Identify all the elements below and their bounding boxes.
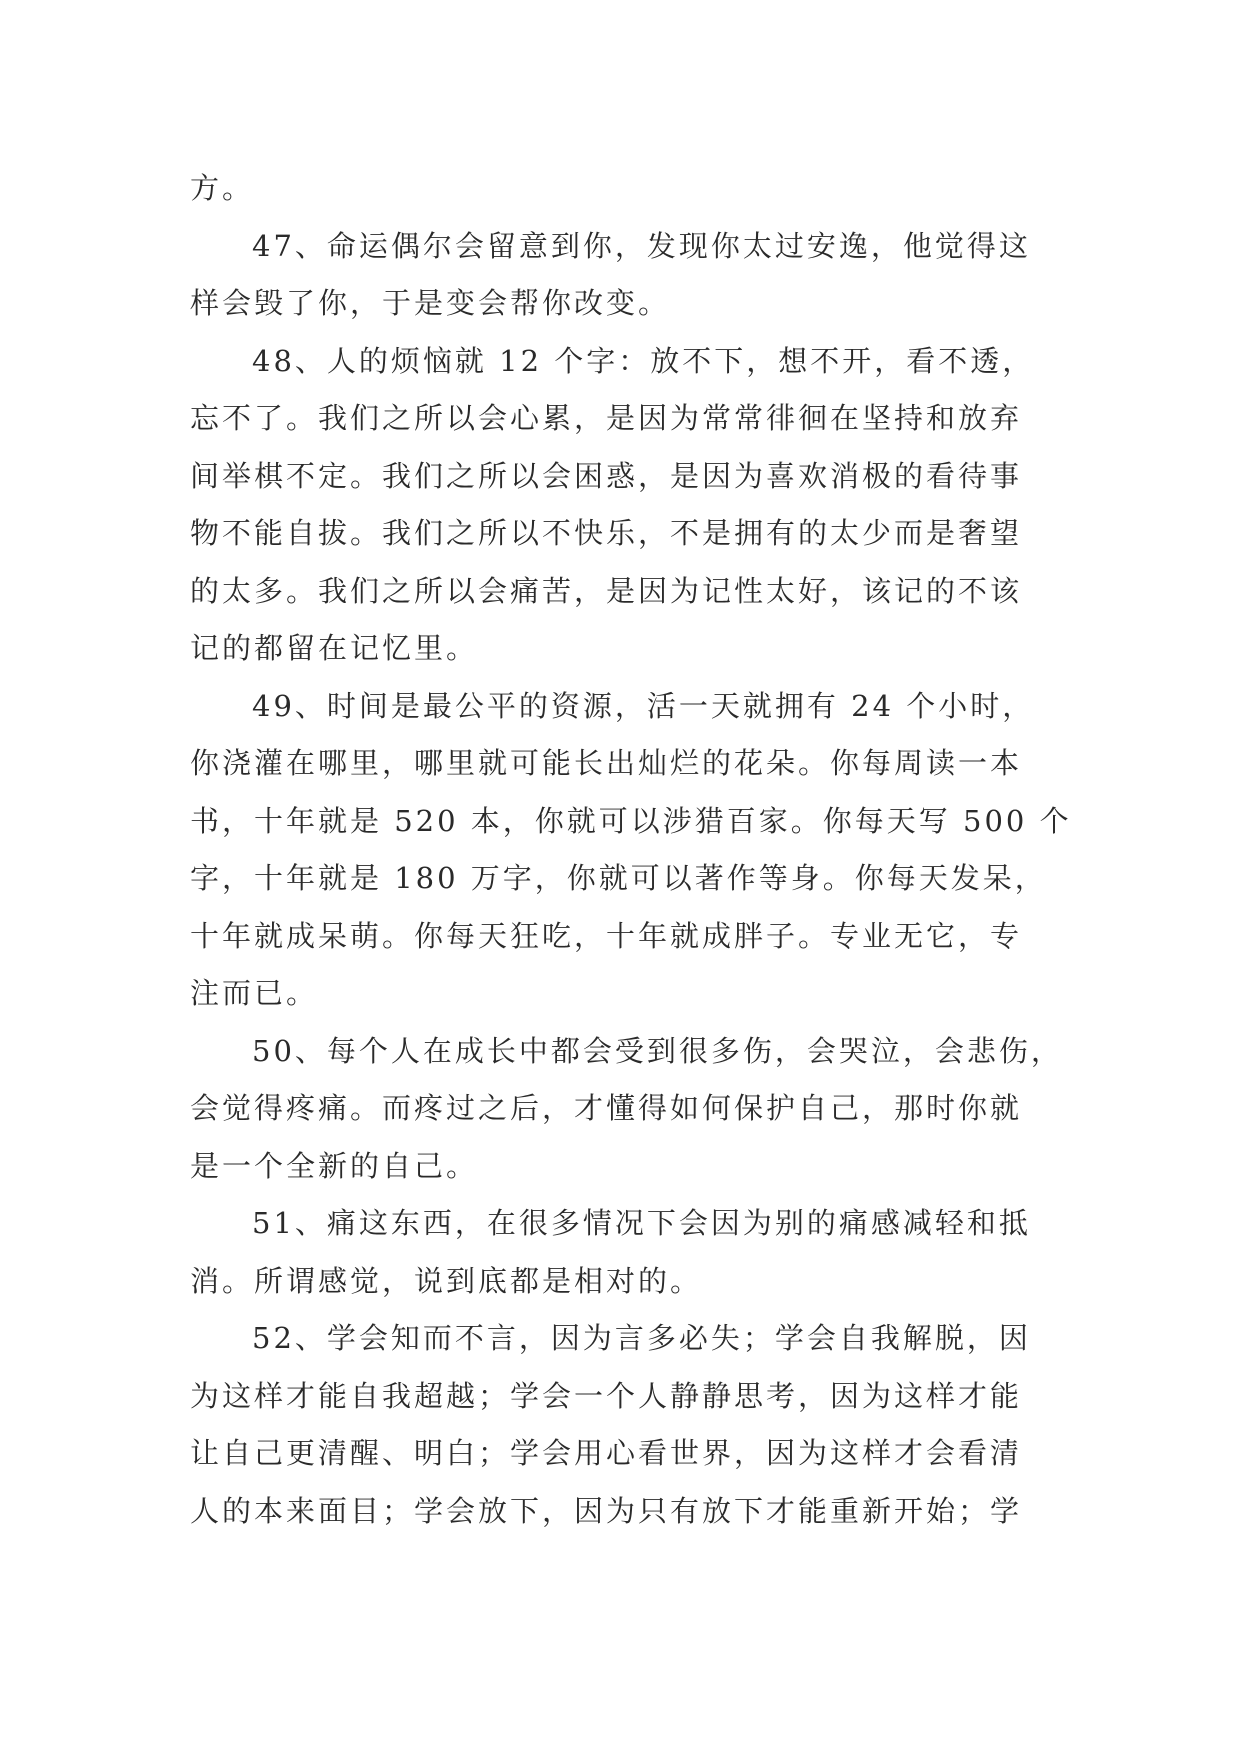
paragraph-48 [190,333,1050,678]
text-line: 的太多。我们之所以会痛苦，是因为记性太好，该记的不该 [190,573,1023,608]
text-line: 注而已。 [190,976,319,1010]
text-line: 十年就成呆萌。你每天狂吃，十年就成胖子。专业无它，专 [190,918,1023,953]
text-line: 物不能自拔。我们之所以不快乐，不是拥有的太少而是奢望 [190,516,1023,550]
text-line: 让自己更清醒、明白；学会用心看世界，因为这样才会看清 [190,1436,1023,1470]
text-line: 50、每个人在成长中都会受到很多伤，会哭泣，会悲伤， [252,1033,1063,1068]
text-line: 人的本来面目；学会放下，因为只有放下才能重新开始；学 [190,1493,1023,1528]
text-line: 样会毁了你，于是变会帮你改变。 [190,286,671,320]
paragraph-47 [190,218,1050,333]
paragraph-52 [190,1310,1050,1540]
text-line: 记的都留在记忆里。 [190,631,479,665]
paragraph-49 [190,678,1072,1023]
body-text [190,160,1072,1540]
text-line: 51、痛这东西，在很多情况下会因为别的痛感减轻和抵 [252,1206,1031,1240]
text-line: 书，十年就是 520 本，你就可以涉猎百家。你每天写 500 个 [190,803,1072,838]
text-line: 49、时间是最公平的资源，活一天就拥有 24 个小时， [252,688,1035,723]
paragraph-51 [190,1195,1050,1310]
text-line: 字，十年就是 180 万字，你就可以著作等身。你每天发呆， [190,861,1047,895]
text-line: 消。所谓感觉，说到底都是相对的。 [190,1263,703,1298]
paragraph-50 [190,1023,1063,1196]
text-line: 52、学会知而不言，因为言多必失；学会自我解脱，因 [252,1321,1031,1355]
text-line: 会觉得疼痛。而疼过之后，才懂得如何保护自己，那时你就 [190,1091,1023,1125]
text-line: 忘不了。我们之所以会心累，是因为常常徘徊在坚持和放弃 [190,401,1023,435]
text-line: 间举棋不定。我们之所以会困惑，是因为喜欢消极的看待事 [190,458,1023,493]
paragraph-46-tail [190,160,1050,218]
text-line: 方。 [190,171,255,205]
text-line: 你浇灌在哪里，哪里就可能长出灿烂的花朵。你每周读一本 [190,746,1023,780]
text-line: 47、命运偶尔会留意到你，发现你太过安逸，他觉得这 [252,228,1031,263]
text-line: 是一个全新的自己。 [190,1148,479,1183]
text-line: 为这样才能自我超越；学会一个人静静思考，因为这样才能 [190,1378,1023,1413]
text-line: 48、人的烦恼就 12 个字：放不下，想不开，看不透， [252,343,1035,378]
